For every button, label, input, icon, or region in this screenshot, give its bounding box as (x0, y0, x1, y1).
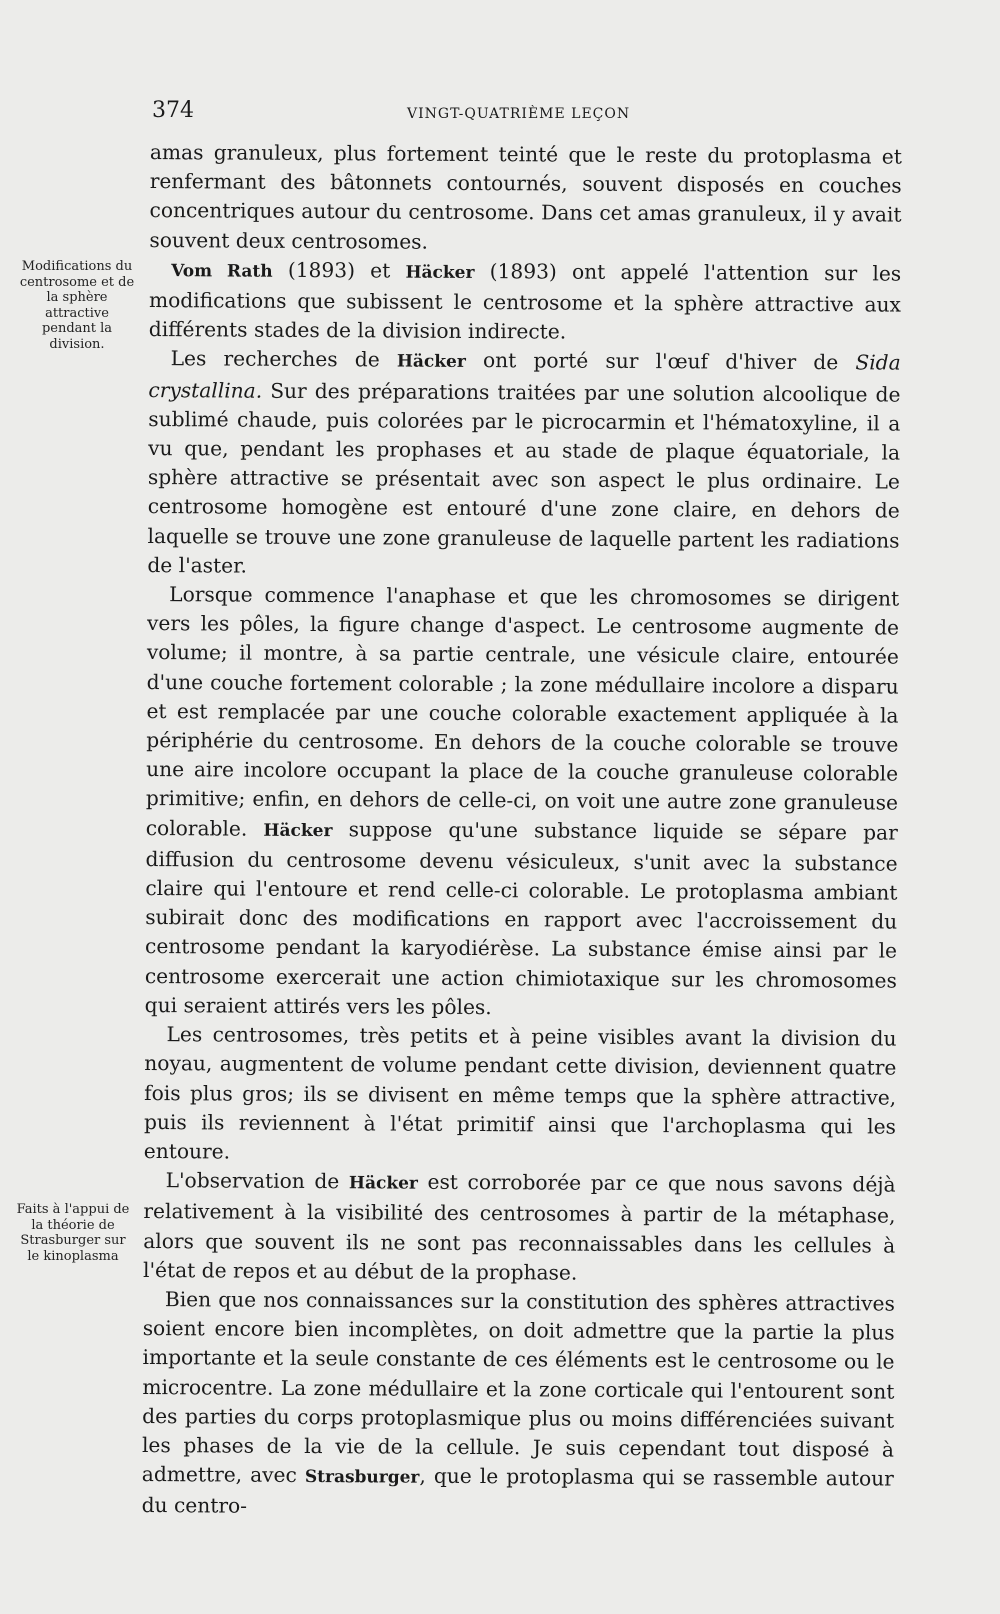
text-run: Les recherches de (170, 346, 397, 372)
author-name: Vom Rath (171, 260, 273, 282)
text-run: Sur des préparations traitées par une solution alcoolique de sublimé chaude, puis colorées par le picrocarmin et l'hématoxyline, il a vu que, pendant les prophases et au stade de plaque équatoriale, la sphère attractive se présentait avec son aspect le plus ordinaire. Le centrosome homogène est entouré d'une zone claire, en dehors de laquelle se trouve une zone granuleuse de laquelle partent les radiations de l'aster. (147, 378, 901, 578)
text-run: ont porté sur l'œuf d'hiver de (465, 348, 856, 375)
text-run: L'observation de (165, 1168, 350, 1194)
author-name: Häcker (405, 262, 475, 283)
paragraph-5: Les centrosomes, très petits et à peine visibles avant la division du noyau, augmentent de volume pendant cette division, deviennent quatre fois plus gros; ils se divisent en même temps que la sphère attractive, puis ils reviennent à l'état primitif ainsi que l'archoplasma qui les entoure. (143, 1022, 897, 1164)
text-run: , que le protoplasma qui se rassemble autour du centro- (141, 1463, 894, 1518)
author-name: Häcker (348, 1173, 418, 1194)
text-run: suppose qu'une substance liquide se sépare par diffusion du centrosome devenu vésiculeux, s'unit avec la substance claire qui l'entoure et rend celle-ci colorable. Le protoplasma ambiant subirait donc des modifications en rapport avec l'accroissement du centrosome pendant la karyodiérèse. La substance émise ainsi par le centrosome exercerait une action chimiotaxique sur les chromosomes qui seraient attirés vers les pôles. (144, 816, 898, 1019)
author-name: Strasburger (304, 1467, 420, 1488)
author-name: Häcker (396, 351, 466, 373)
margin-note-strasburger: Faits à l'appui de la théorie de Strasburger sur le kinoplasma (16, 1202, 130, 1264)
species-name: Sida crystallina. (148, 350, 901, 403)
paragraph-7 (142, 1285, 895, 1525)
margin-note-modifications: Modifications du centrosome et de la sphère attractive pendant la division. (19, 259, 135, 352)
paragraph-4 (145, 580, 900, 1025)
paragraph-3 (147, 344, 900, 584)
text-run: (1893) et (272, 257, 406, 283)
text-run: est corroborée par ce que nous savons déjà relativement à la visibilité des centrosomes à partir de la métaphase, alors que souvent ils ne sont pas reconnaissables dans les cellules à l'état de repos et au début de la prophase. (143, 1169, 896, 1285)
paragraph-1: amas granuleux, plus fortement teinté que le reste du protoplasma et renfermant des bâtonnets contournés, souvent disposés en couches concentriques autour du centrosome. Dans cet amas granuleux, il y avait souvent deux centrosomes. (149, 139, 902, 254)
text-run: (1893) ont appelé l'attention sur les modifications que subissent le centrosome et la sphère attractive aux différents stades de la division indirecte. (148, 258, 902, 344)
running-head: VINGT-QUATRIÈME LEÇON (407, 106, 631, 122)
page-number: 374 (152, 98, 194, 123)
page-header (152, 98, 912, 128)
paragraph-6 (143, 1166, 896, 1289)
body-text (142, 138, 902, 1525)
author-name: Häcker (263, 820, 333, 841)
text-run: Bien que nos connaissances sur la constitution des sphères attractives soient encore bien incomplètes, on doit admettre que la partie la plus importante et la seule constante de ces éléments est le centrosome ou le microcentre. La zone médullaire et la zone corticale qui l'entourent sont des parties du corps protoplasmique plus ou moins différenciées suivant les phases de la vie de la cellule. Je suis cependant tout disposé à admettre, avec (141, 1287, 895, 1488)
paragraph-2 (149, 255, 902, 349)
text-run: Lorsque commence l'anaphase et que les chromosomes se dirigent vers les pôles, la figure change d'aspect. Le centrosome augmente de volume; il montre, à sa partie centrale, une vésicule claire, entourée d'une couche fortement colorable ; la zone médullaire incolore a disparu et est remplacée par une couche colorable exactement appliquée à la périphérie du centrosome. En dehors de la couche colorable se trouve une aire incolore occupant la place de la couche granuleuse colorable primitive; enfin, en dehors de celle-ci, on voit une autre zone granuleuse colorable. (145, 582, 900, 841)
